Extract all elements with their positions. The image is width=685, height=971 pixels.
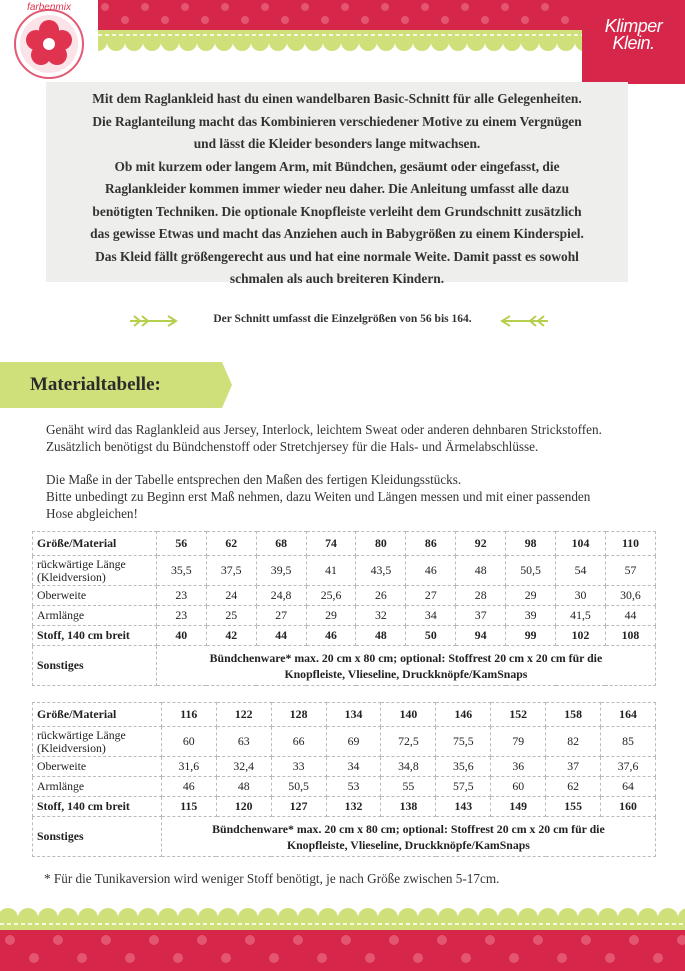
paragraph-line: Bitte unbedingt zu Beginn erst Maß nehmen, dazu Weiten und Längen messen und mit einer passenden bbox=[46, 489, 591, 504]
table-cell: 120 bbox=[216, 797, 271, 817]
bottom-scallop-ribbon bbox=[0, 902, 685, 930]
table-cell: 23 bbox=[156, 606, 206, 626]
size-cell: 68 bbox=[256, 532, 306, 556]
row-label-line: (Kleidversion) bbox=[37, 740, 106, 755]
row-label-line: rückwärtige Länge bbox=[37, 727, 126, 742]
table-cell: 37,5 bbox=[206, 556, 256, 586]
table-cell: 24 bbox=[206, 586, 256, 606]
row-label bbox=[33, 556, 157, 586]
paragraph-materials bbox=[46, 421, 602, 455]
size-cell: 80 bbox=[356, 532, 406, 556]
paragraph-line: Hose abgleichen! bbox=[46, 506, 138, 521]
table-row-other bbox=[33, 817, 656, 857]
table-cell: 55 bbox=[381, 777, 436, 797]
table-cell: 41 bbox=[306, 556, 356, 586]
table-cell: 53 bbox=[326, 777, 381, 797]
table-cell: 28 bbox=[456, 586, 506, 606]
table-row bbox=[33, 777, 656, 797]
table-cell: 75,5 bbox=[436, 727, 491, 757]
table-cell: 34,8 bbox=[381, 757, 436, 777]
table-row bbox=[33, 727, 656, 757]
table-cell: 155 bbox=[546, 797, 601, 817]
table-cell: 37 bbox=[546, 757, 601, 777]
row-label: Sonstiges bbox=[33, 817, 162, 857]
table-cell: 26 bbox=[356, 586, 406, 606]
bottom-polka-band bbox=[0, 930, 685, 971]
table-cell: 34 bbox=[326, 757, 381, 777]
table-cell: 82 bbox=[546, 727, 601, 757]
table-cell: 132 bbox=[326, 797, 381, 817]
table-cell: 39 bbox=[506, 606, 556, 626]
row-label: Stoff, 140 cm breit bbox=[33, 626, 157, 646]
logo-line-1: Klimper bbox=[604, 16, 663, 36]
row-label bbox=[33, 727, 162, 757]
table-cell: 48 bbox=[456, 556, 506, 586]
table-cell: 37 bbox=[456, 606, 506, 626]
table-row bbox=[33, 606, 656, 626]
table-cell: 50,5 bbox=[506, 556, 556, 586]
table-cell: 24,8 bbox=[256, 586, 306, 606]
farbenmix-logo bbox=[0, 0, 98, 84]
sizes-note-row bbox=[0, 313, 685, 329]
other-note bbox=[156, 646, 655, 686]
size-cell: 140 bbox=[381, 703, 436, 727]
table-cell: 69 bbox=[326, 727, 381, 757]
other-note-line: Bündchenware* max. 20 cm x 80 cm; optional: Stoffrest 20 cm x 20 cm für die bbox=[209, 650, 603, 665]
klimperklein-logo bbox=[582, 0, 685, 84]
other-note bbox=[161, 817, 655, 857]
table-cell: 102 bbox=[556, 626, 606, 646]
table-cell: 27 bbox=[256, 606, 306, 626]
size-cell: 104 bbox=[556, 532, 606, 556]
size-cell: 152 bbox=[491, 703, 546, 727]
table-cell: 35,6 bbox=[436, 757, 491, 777]
table-cell: 50 bbox=[406, 626, 456, 646]
table-cell: 32,4 bbox=[216, 757, 271, 777]
table-cell: 127 bbox=[271, 797, 326, 817]
intro-line: Ob mit kurzem oder langem Arm, mit Bündchen, gesäumt oder eingefasst, die bbox=[114, 158, 560, 174]
intro-line: benötigten Techniken. Die optionale Knopfleiste verleiht dem Grundschnitt zusätzlich bbox=[92, 203, 582, 219]
table-cell: 66 bbox=[271, 727, 326, 757]
table-cell: 94 bbox=[456, 626, 506, 646]
table-cell: 29 bbox=[306, 606, 356, 626]
size-cell: 86 bbox=[406, 532, 456, 556]
header-label: Größe/Material bbox=[33, 703, 162, 727]
size-cell: 74 bbox=[306, 532, 356, 556]
table-cell: 64 bbox=[601, 777, 656, 797]
table-cell: 23 bbox=[156, 586, 206, 606]
intro-line: schmalen als auch breiteren Kindern. bbox=[229, 271, 445, 286]
intro-line: Das Kleid fällt größengerecht aus und hat eine normale Weite. Damit passt es sowohl bbox=[95, 248, 579, 264]
table-cell: 44 bbox=[605, 606, 655, 626]
table-cell: 25 bbox=[206, 606, 256, 626]
table-cell: 44 bbox=[256, 626, 306, 646]
table-cell: 33 bbox=[271, 757, 326, 777]
table-row-other bbox=[33, 646, 656, 686]
size-cell: 164 bbox=[601, 703, 656, 727]
polka-dots-bottom bbox=[0, 930, 685, 971]
table-cell: 30,6 bbox=[605, 586, 655, 606]
table-cell: 46 bbox=[161, 777, 216, 797]
paragraph-measurements bbox=[46, 471, 590, 522]
farbenmix-logo-text: farbenmix bbox=[27, 2, 71, 13]
other-note-line: Knopfleiste, Vlieseline, Druckknöpfe/KamSnaps bbox=[284, 666, 528, 681]
table-cell: 60 bbox=[161, 727, 216, 757]
table-cell: 50,5 bbox=[271, 777, 326, 797]
table-cell: 41,5 bbox=[556, 606, 606, 626]
table-cell: 31,6 bbox=[161, 757, 216, 777]
table-header-row bbox=[33, 532, 656, 556]
other-note-line: Bündchenware* max. 20 cm x 80 cm; optional: Stoffrest 20 cm x 20 cm für die bbox=[212, 821, 605, 836]
table-cell: 57 bbox=[605, 556, 655, 586]
footnote: * Für die Tunikaversion wird weniger Stoff benötigt, je nach Größe zwischen 5-17cm. bbox=[44, 871, 500, 886]
table-cell: 29 bbox=[506, 586, 556, 606]
table-cell: 143 bbox=[436, 797, 491, 817]
table-cell: 138 bbox=[381, 797, 436, 817]
sizes-note: Der Schnitt umfasst die Einzelgrößen von 56 bis 164. bbox=[213, 313, 472, 325]
size-cell: 158 bbox=[546, 703, 601, 727]
table-header-row bbox=[33, 703, 656, 727]
header-label: Größe/Material bbox=[33, 532, 157, 556]
table-cell: 42 bbox=[206, 626, 256, 646]
table-row bbox=[33, 757, 656, 777]
table-cell: 115 bbox=[161, 797, 216, 817]
table-cell: 57,5 bbox=[436, 777, 491, 797]
table-cell: 48 bbox=[356, 626, 406, 646]
table-cell: 72,5 bbox=[381, 727, 436, 757]
row-label-line: rückwärtige Länge bbox=[37, 556, 126, 571]
table-cell: 46 bbox=[306, 626, 356, 646]
intro-line: Raglankleider kommen immer wieder neu daher. Die Anleitung umfasst alle dazu bbox=[104, 181, 570, 196]
table-cell: 46 bbox=[406, 556, 456, 586]
table-cell: 25,6 bbox=[306, 586, 356, 606]
table-cell: 99 bbox=[506, 626, 556, 646]
paragraph-line: Zusätzlich benötigst du Bündchenstoff oder Stretchjersey für die Hals- und Ärmelabschlüsse. bbox=[46, 439, 539, 454]
intro-line: das gewisse Etwas und macht das Anziehen auch in Babygrößen zu einem Kinderspiel. bbox=[90, 226, 584, 241]
size-cell: 98 bbox=[506, 532, 556, 556]
table-cell: 108 bbox=[605, 626, 655, 646]
table-cell: 37,6 bbox=[601, 757, 656, 777]
size-table-1 bbox=[32, 531, 656, 686]
paragraph-line: Die Maße in der Tabelle entsprechen den Maßen des fertigen Kleidungsstücks. bbox=[46, 472, 462, 487]
intro-text bbox=[46, 88, 628, 291]
size-cell: 146 bbox=[436, 703, 491, 727]
intro-line: und lässt die Kleider besonders lange mitwachsen. bbox=[193, 136, 481, 151]
table-cell: 48 bbox=[216, 777, 271, 797]
size-cell: 56 bbox=[156, 532, 206, 556]
row-label: Oberweite bbox=[33, 586, 157, 606]
table-row bbox=[33, 797, 656, 817]
section-title: Materialtabelle: bbox=[30, 374, 161, 395]
row-label: Oberweite bbox=[33, 757, 162, 777]
table-cell: 43,5 bbox=[356, 556, 406, 586]
size-cell: 128 bbox=[271, 703, 326, 727]
size-cell: 110 bbox=[605, 532, 655, 556]
table-cell: 39,5 bbox=[256, 556, 306, 586]
row-label: Armlänge bbox=[33, 777, 162, 797]
row-label: Stoff, 140 cm breit bbox=[33, 797, 162, 817]
size-cell: 62 bbox=[206, 532, 256, 556]
intro-line: Mit dem Raglankleid hast du einen wandelbaren Basic-Schnitt für alle Gelegenheiten. bbox=[92, 91, 582, 106]
size-cell: 92 bbox=[456, 532, 506, 556]
table-cell: 63 bbox=[216, 727, 271, 757]
table-cell: 85 bbox=[601, 727, 656, 757]
intro-box bbox=[46, 82, 628, 286]
table-cell: 34 bbox=[406, 606, 456, 626]
size-table-2 bbox=[32, 702, 656, 857]
table-cell: 35,5 bbox=[156, 556, 206, 586]
table-cell: 27 bbox=[406, 586, 456, 606]
table-cell: 40 bbox=[156, 626, 206, 646]
size-cell: 134 bbox=[326, 703, 381, 727]
paragraph-line: Genäht wird das Raglankleid aus Jersey, Interlock, leichtem Sweat oder anderen dehnbaren Strickstoffen. bbox=[46, 422, 602, 437]
row-label: Sonstiges bbox=[33, 646, 157, 686]
table-row bbox=[33, 586, 656, 606]
table-row bbox=[33, 626, 656, 646]
table-cell: 32 bbox=[356, 606, 406, 626]
table-cell: 60 bbox=[491, 777, 546, 797]
size-cell: 122 bbox=[216, 703, 271, 727]
table-cell: 79 bbox=[491, 727, 546, 757]
row-label: Armlänge bbox=[33, 606, 157, 626]
table-cell: 160 bbox=[601, 797, 656, 817]
logo-line-2: Klein. bbox=[612, 33, 655, 53]
table-cell: 36 bbox=[491, 757, 546, 777]
table-row bbox=[33, 556, 656, 586]
row-label-line: (Kleidversion) bbox=[37, 569, 106, 584]
table-cell: 30 bbox=[556, 586, 606, 606]
table-cell: 54 bbox=[556, 556, 606, 586]
table-cell: 149 bbox=[491, 797, 546, 817]
intro-line: Die Raglanteilung macht das Kombinieren verschiedener Motive zu einem Vergnügen bbox=[92, 113, 582, 129]
arrow-left-icon bbox=[498, 314, 548, 328]
size-cell: 116 bbox=[161, 703, 216, 727]
table-cell: 62 bbox=[546, 777, 601, 797]
other-note-line: Knopfleiste, Vlieseline, Druckknöpfe/KamSnaps bbox=[286, 837, 530, 852]
